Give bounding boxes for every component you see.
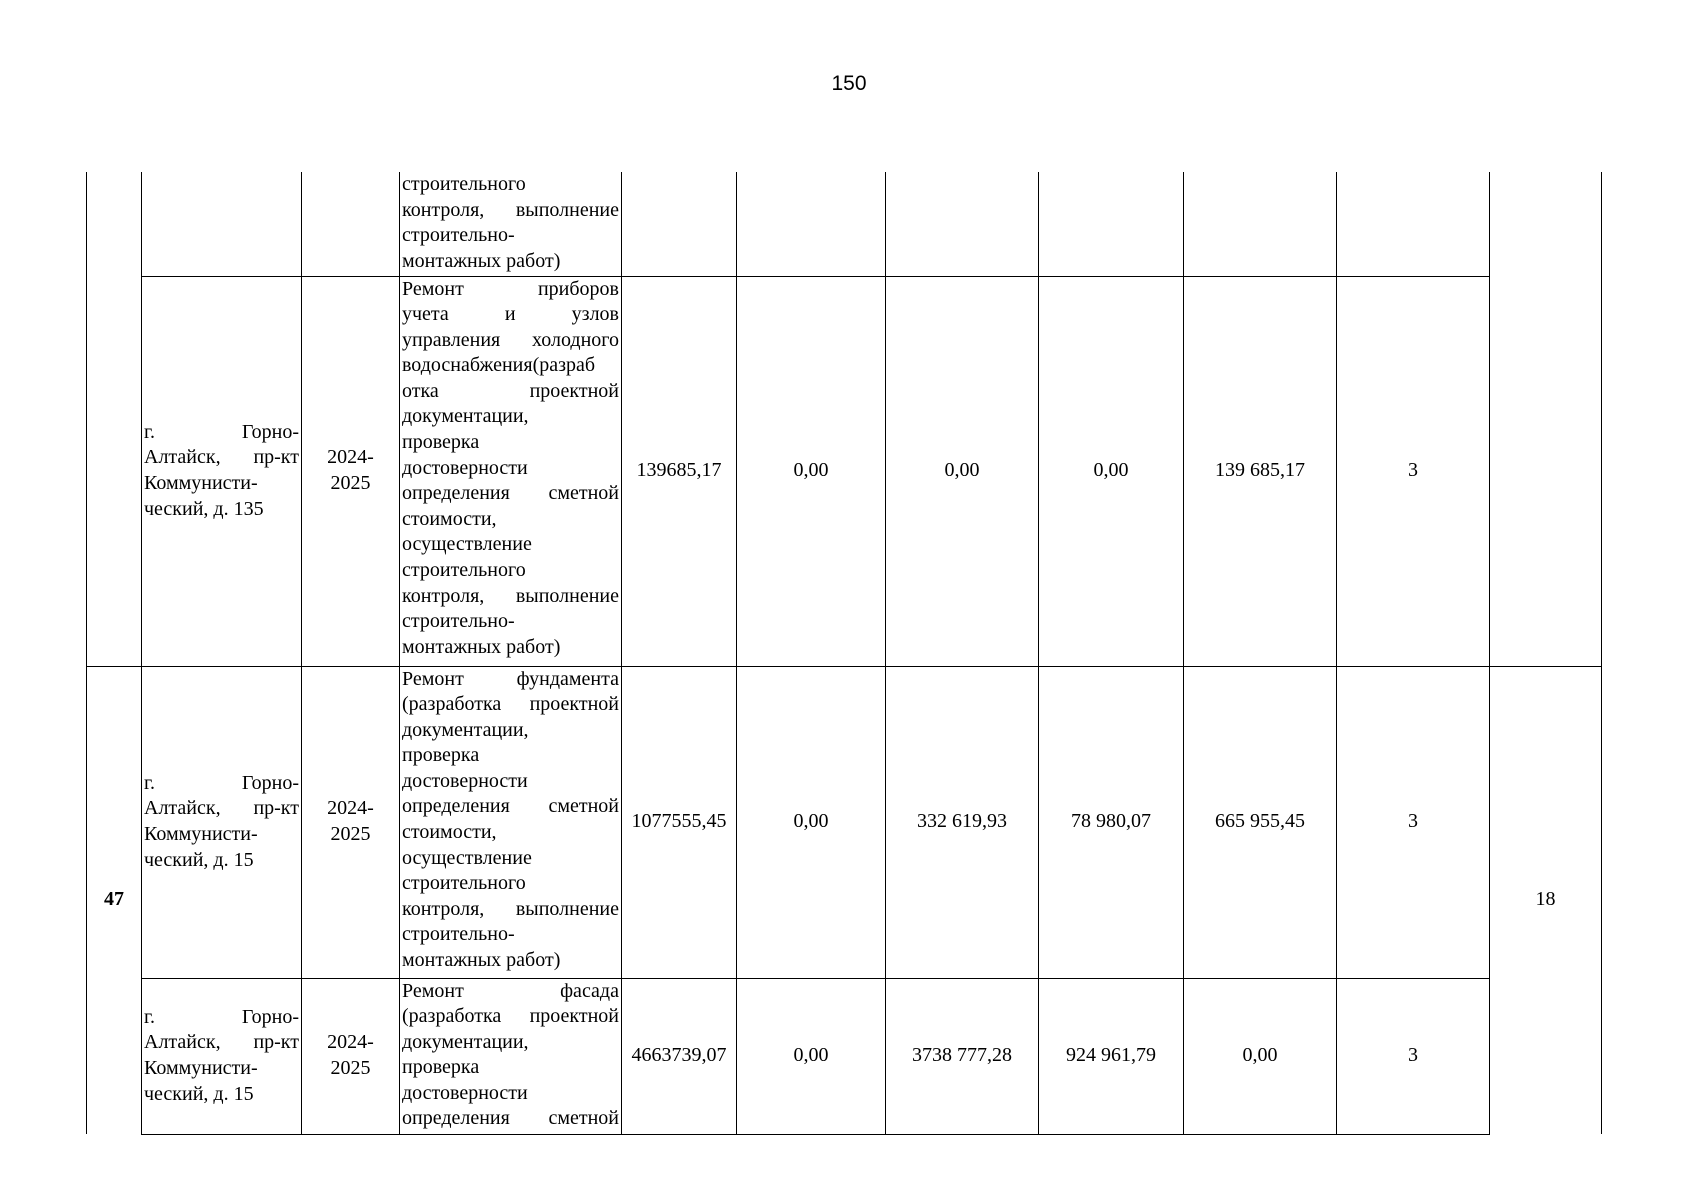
description-line: строительно- xyxy=(402,610,515,633)
cost-cell-3: 924 961,79 xyxy=(1039,978,1184,1134)
cost-cell-4: 0,00 xyxy=(1184,978,1337,1134)
description-line: монтажных работ) xyxy=(402,635,561,658)
period-line: 2024- xyxy=(327,1031,374,1054)
description-line: контроля, выполнение xyxy=(402,198,619,221)
description-line: строительного xyxy=(402,173,526,195)
period-cell xyxy=(302,666,400,978)
description-line: определения сметной xyxy=(402,482,619,505)
table-row xyxy=(87,172,1602,276)
description-line: стоимости, xyxy=(402,821,497,844)
cost-cell-3 xyxy=(1039,172,1184,276)
address-cell xyxy=(142,978,302,1134)
description-line: строительного xyxy=(402,559,526,582)
table-row xyxy=(87,978,1602,1134)
description-line: монтажных работ) xyxy=(402,249,561,272)
description-line: водоснабжения(разраб xyxy=(402,354,596,377)
repair-program-table xyxy=(86,172,1602,1135)
description-line: осуществление xyxy=(402,846,532,869)
description-line: монтажных работ) xyxy=(402,949,561,972)
description-line: (разработка проектной xyxy=(402,1005,619,1028)
table-row xyxy=(87,276,1602,666)
description-line: достоверности xyxy=(402,1081,528,1104)
period-cell xyxy=(302,172,400,276)
cost-cell-3: 0,00 xyxy=(1039,276,1184,666)
period-cell xyxy=(302,978,400,1134)
description-line: проверка xyxy=(402,1056,480,1079)
cost-cell-2: 332 619,93 xyxy=(886,666,1039,978)
cost-cell-1 xyxy=(737,172,886,276)
cost-cell-2: 3738 777,28 xyxy=(886,978,1039,1134)
address-cell xyxy=(142,276,302,666)
group-value-cell: 18 xyxy=(1490,666,1602,1134)
cost-cell-2: 0,00 xyxy=(886,276,1039,666)
description-line: определения сметной xyxy=(402,795,619,818)
description-line: проверка xyxy=(402,744,480,767)
description-cell xyxy=(400,666,622,978)
description-line: (разработка проектной xyxy=(402,693,619,716)
address-cell xyxy=(142,666,302,978)
description-line: Ремонт приборов xyxy=(402,277,619,300)
cost-cell-4 xyxy=(1184,172,1337,276)
address-line: г. Горно- xyxy=(144,420,299,443)
group-value-cell-prev xyxy=(1490,172,1602,666)
table-row xyxy=(87,666,1602,978)
address-line: ческий, д. 135 xyxy=(144,497,264,520)
cost-cell-5: 3 xyxy=(1337,276,1490,666)
period-line: 2024- xyxy=(327,797,374,820)
description-line: учета и узлов xyxy=(402,303,619,326)
address-line: Алтайск, пр-кт xyxy=(144,446,299,469)
description-cell xyxy=(400,276,622,666)
total-cost-cell: 4663739,07 xyxy=(622,978,737,1134)
description-line: отка проектной xyxy=(402,379,619,402)
address-cell xyxy=(142,172,302,276)
address-line: ческий, д. 15 xyxy=(144,1082,254,1105)
group-number-cell: 47 xyxy=(87,666,142,1134)
description-line: определения сметной xyxy=(402,1107,619,1130)
description-line: Ремонт фундамента xyxy=(402,667,619,690)
period-cell xyxy=(302,276,400,666)
description-line: проверка xyxy=(402,431,480,454)
description-line: управления холодного xyxy=(402,328,619,351)
address-line: Коммунисти- xyxy=(144,823,258,845)
total-cost-cell xyxy=(622,172,737,276)
description-line: строительно- xyxy=(402,224,515,247)
description-line: строительного xyxy=(402,872,526,895)
group-number-cell-prev xyxy=(87,172,142,666)
description-line: осуществление xyxy=(402,533,532,556)
cost-cell-5 xyxy=(1337,172,1490,276)
address-line: г. Горно- xyxy=(144,771,299,794)
cost-cell-5: 3 xyxy=(1337,666,1490,978)
description-cell xyxy=(400,172,622,276)
address-line: Коммунисти- xyxy=(144,472,258,494)
cost-cell-1: 0,00 xyxy=(737,276,886,666)
cost-cell-4: 665 955,45 xyxy=(1184,666,1337,978)
description-line: документации, xyxy=(402,405,529,428)
cost-cell-1: 0,00 xyxy=(737,978,886,1134)
page-number: 150 xyxy=(831,72,867,95)
description-line: документации, xyxy=(402,718,529,741)
description-line: контроля, выполнение xyxy=(402,584,619,607)
cost-cell-5: 3 xyxy=(1337,978,1490,1134)
description-line: контроля, выполнение xyxy=(402,897,619,920)
period-line: 2025 xyxy=(330,472,371,494)
address-line: ческий, д. 15 xyxy=(144,848,254,871)
total-cost-cell: 139685,17 xyxy=(622,276,737,666)
description-line: строительно- xyxy=(402,923,515,946)
description-line: достоверности xyxy=(402,456,528,479)
period-line: 2024- xyxy=(327,446,374,469)
cost-cell-2 xyxy=(886,172,1039,276)
description-line: Ремонт фасада xyxy=(402,979,619,1002)
total-cost-cell: 1077555,45 xyxy=(622,666,737,978)
address-line: Алтайск, пр-кт xyxy=(144,1031,299,1054)
cost-cell-1: 0,00 xyxy=(737,666,886,978)
description-line: документации, xyxy=(402,1030,529,1053)
address-line: г. Горно- xyxy=(144,1005,299,1028)
description-line: стоимости, xyxy=(402,507,497,530)
address-line: Коммунисти- xyxy=(144,1057,258,1079)
address-line: Алтайск, пр-кт xyxy=(144,797,299,820)
cost-cell-4: 139 685,17 xyxy=(1184,276,1337,666)
cost-cell-3: 78 980,07 xyxy=(1039,666,1184,978)
period-line: 2025 xyxy=(330,1057,371,1079)
description-line: достоверности xyxy=(402,769,528,792)
description-cell xyxy=(400,978,622,1134)
period-line: 2025 xyxy=(330,823,371,845)
